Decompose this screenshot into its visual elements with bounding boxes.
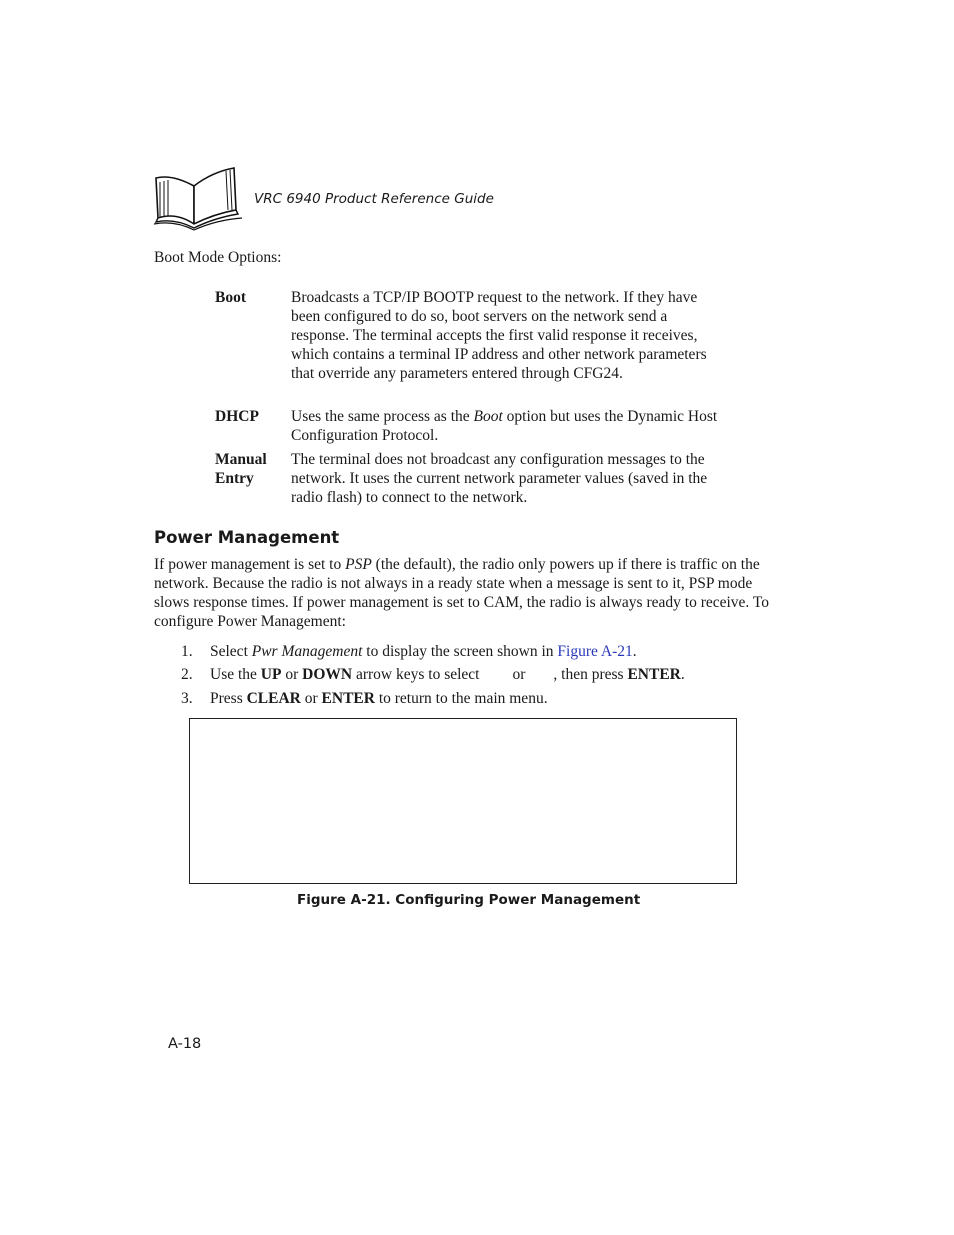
figure-a21-link[interactable]: Figure A-21 [557, 643, 633, 660]
definition-text-dhcp: Uses the same process as the Boot option but uses the Dynamic Host Configuration Protocol. [291, 408, 718, 444]
figure-caption: Figure A-21. Configuring Power Management [297, 892, 641, 908]
definition-text-boot: Broadcasts a TCP/IP BOOTP request to the network. If they have been configured to do so, boot servers on the network send a response. The terminal accepts the first valid response it receives, which contains a terminal IP address and other network parameters that override any parameters entered through CFG24. [291, 289, 707, 382]
step-number: 2. [181, 666, 193, 683]
definition-term-boot: Boot [215, 289, 246, 306]
open-book-icon [150, 164, 248, 232]
boot-mode-intro: Boot Mode Options: [154, 249, 282, 266]
definition-term-dhcp: DHCP [215, 408, 259, 425]
definition-text-manual-entry: The terminal does not broadcast any configuration messages to the network. It uses the current network parameter values (saved in the radio flash) to connect to the network. [291, 451, 708, 506]
step-3-text: Press CLEAR or ENTER to return to the main menu. [210, 690, 548, 707]
step-number: 3. [181, 690, 193, 707]
step-2-text: Use the UP or DOWN arrow keys to select or , then press ENTER. [210, 666, 685, 683]
definition-term-manual-entry: Manual Entry [215, 451, 267, 487]
figure-a21-screen-box [189, 718, 737, 884]
power-management-paragraph: If power management is set to PSP (the default), the radio only powers up if there is traffic on the network. Because the radio is not always in a ready state when a message is sent to it, PSP mode slows response times. If power management is set to CAM, the radio is always ready to receive. To configure Power Management: [154, 556, 770, 630]
section-heading-power-management: Power Management [154, 528, 340, 547]
page-number: A-18 [168, 1036, 202, 1052]
running-header-title: VRC 6940 Product Reference Guide [254, 191, 494, 207]
step-1-text: Select Pwr Management to display the screen shown in Figure A-21. [210, 643, 637, 660]
step-number: 1. [181, 643, 193, 660]
